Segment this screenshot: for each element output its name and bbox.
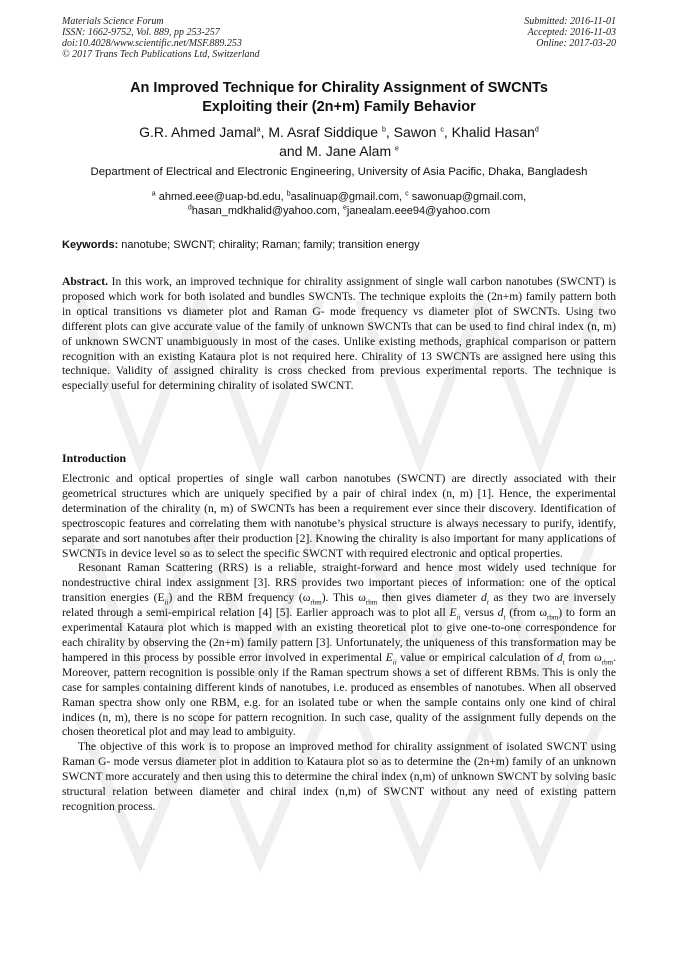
introduction-paragraph-3: The objective of this work is to propose an improved method for chirality assignment of isolated SWCNT using Raman G- mode versus diameter plot in addition to Kataura plot so as to determine the (2n+m) family of an unknown SWCNT more accurately and then using this to determine the chiral index (n,m) of unknown SWCNT by solving basic structural relation between diameter and chiral index (n,m) of SWCNT without any need of existing pattern recognition process. <box>62 740 616 813</box>
subscript: t <box>486 598 489 607</box>
journal-copyright: © 2017 Trans Tech Publications Ltd, Switzerland <box>62 49 260 60</box>
abstract <box>62 275 616 394</box>
affiliation: Department of Electrical and Electronic Engineering, University of Asia Pacific, Dhaka, Bangladesh <box>90 166 588 178</box>
paper-title-line-1: An Improved Technique for Chirality Assignment of SWCNTs <box>130 80 548 96</box>
journal-doi: doi:10.4028/www.scientific.net/MSF.889.253 <box>62 38 242 49</box>
subscript: rbm <box>601 658 614 667</box>
text-run: ) to form an experimental Kataura plot which is mapped with an existing theoretical plot to give one-to-one correspondence for each chirality by observing the (2n+m) family pattern [3]. Unfortunately, the uniqueness of this transformation may be hampered in this process by possible error involved in experimental <box>62 606 616 664</box>
paper-title-line-2: Exploiting their (2n+m) Family Behavior <box>202 99 476 115</box>
subscript: ii <box>164 598 169 607</box>
text-run: versus <box>460 606 498 620</box>
author-name: and M. Jane Alam <box>279 143 392 159</box>
abstract-label: Abstract. <box>62 275 109 288</box>
email-address: sawonuap@gmail.com, <box>408 191 527 203</box>
email-marker: c <box>405 190 409 198</box>
author-name: , Khalid Hasan <box>443 124 535 140</box>
math-symbol: E <box>385 650 393 664</box>
abstract-text: In this work, an improved technique for chirality assignment of single wall carbon nanotubes (SWCNT) is proposed which work for both isolated and bundles SWCNTs. The technique exploits the (2n+m) family pattern both in optical transitions vs diameter plot and Raman G- mode frequency vs diameter plot of SWCNTs. Using two different plots can give accurate value of the family of unknown SWCNTs that can be used to find chiral index (n, m) of unknown SWCNT unambiguously in most of the cases. Unlike existing methods, graphical comparison or pattern recognition with an existing Kataura plot is not required here. Chirality of 13 SWCNTs are assigned here using this technique. Validity of assigned chirality is cross checked from previous experimental reports. The technique is especially useful for determining chirality of isolated SWCNT. <box>62 275 616 393</box>
email-address: hasan_mdkhalid@yahoo.com, <box>191 205 343 217</box>
paper-title <box>62 79 616 117</box>
text-run: as they two are inversely related through a semi-empirical relation [4] [5]. Earlier approach was to plot all <box>62 591 616 620</box>
journal-info <box>62 16 260 60</box>
text-run: Resonant Raman Scattering (RRS) is a reliable, straight-forward and hence most widely used technique for nondestructive chiral index assignment [3]. RRS provides two important pieces of information: one of the optical transition energies (E <box>62 561 616 605</box>
keywords <box>62 238 616 252</box>
email-address: ahmed.eee@uap-bd.edu, <box>155 191 287 203</box>
math-symbol: E <box>449 606 457 620</box>
text-run: then gives diameter <box>377 591 482 605</box>
text-run: from ω <box>564 650 602 664</box>
author-marker: b <box>381 126 386 134</box>
author-marker: e <box>395 145 399 153</box>
subscript: t <box>503 613 506 622</box>
text-run: . Moreover, pattern recognition is possible only if the Raman spectrum shows a set of different RBMs. This is only the case for samples containing different kinds of nanotubes, i.e. produced as ensembles of nanotubes. When all observed Raman spectra show only one RBM, e.g. for an isolated tube or when the sample contains only one kind of chiral indices (n, m), there is no scope for pattern recognition. In such case, quality of the assignment fully depends on the chosen theoretical plot and may lead to ambiguity. <box>62 650 617 739</box>
author-name: , Sawon <box>385 124 437 140</box>
email-marker: b <box>286 190 291 198</box>
author-marker: a <box>256 126 261 134</box>
introduction-paragraph-2 <box>62 561 616 740</box>
keywords-text: nanotube; SWCNT; chirality; Raman; family; transition energy <box>118 239 420 251</box>
author-list <box>62 123 616 161</box>
journal-name: Materials Science Forum <box>62 16 164 27</box>
keywords-label: Keywords: <box>62 239 119 251</box>
email-marker: e <box>342 204 347 212</box>
journal-issn: ISSN: 1662-9752, Vol. 889, pp 253-257 <box>62 27 220 38</box>
math-symbol: d <box>556 650 563 664</box>
text-run: value or empirical calculation of <box>396 650 557 664</box>
email-marker: a <box>151 190 156 198</box>
subscript: rbm <box>365 598 378 607</box>
section-heading-introduction: Introduction <box>62 451 127 465</box>
email-marker: d <box>187 204 192 212</box>
email-address: asalinuap@gmail.com, <box>290 191 406 203</box>
subscript: ii <box>392 658 397 667</box>
subscript: ii <box>456 613 461 622</box>
introduction-body <box>62 472 616 815</box>
text-run: ) and the RBM frequency (ω <box>168 591 311 605</box>
author-marker: d <box>534 126 539 134</box>
publication-dates <box>524 16 616 49</box>
math-symbol: d <box>481 591 487 605</box>
author-marker: c <box>440 126 444 134</box>
text-run: (from ω <box>505 606 547 620</box>
email-address: janealam.eee94@yahoo.com <box>346 205 491 217</box>
text-run: ). This ω <box>321 591 366 605</box>
subscript: rbm <box>310 598 322 607</box>
subscript: rbm <box>547 613 559 622</box>
date-online: Online: 2017-03-20 <box>536 38 616 49</box>
author-name: , M. Asraf Siddique <box>260 124 379 140</box>
author-emails <box>62 190 616 218</box>
introduction-paragraph-1: Electronic and optical properties of single wall carbon nanotubes (SWCNT) are directly associated with their geometrical structures which are uniquely specified by a pair of chiral index (n, m) [1]. Hence, the experimental determination of the chirality (n, m) of SWCNTs has been a requirement ever since their discovery. Identification of spectroscopic features and correlating them with nanotube’s physical structure is always necessary to purify, identify, separate and sort nanotubes after their production [2]. Knowing the chirality is also important for many applications of SWCNTs in device level so as to select the specific SWCNT with required electronic and optical properties. <box>62 472 616 560</box>
author-name: G.R. Ahmed Jamal <box>139 124 257 140</box>
math-symbol: d <box>497 606 504 620</box>
date-accepted: Accepted: 2016-11-03 <box>527 27 616 38</box>
date-submitted: Submitted: 2016-11-01 <box>524 16 616 27</box>
subscript: t <box>562 658 565 667</box>
